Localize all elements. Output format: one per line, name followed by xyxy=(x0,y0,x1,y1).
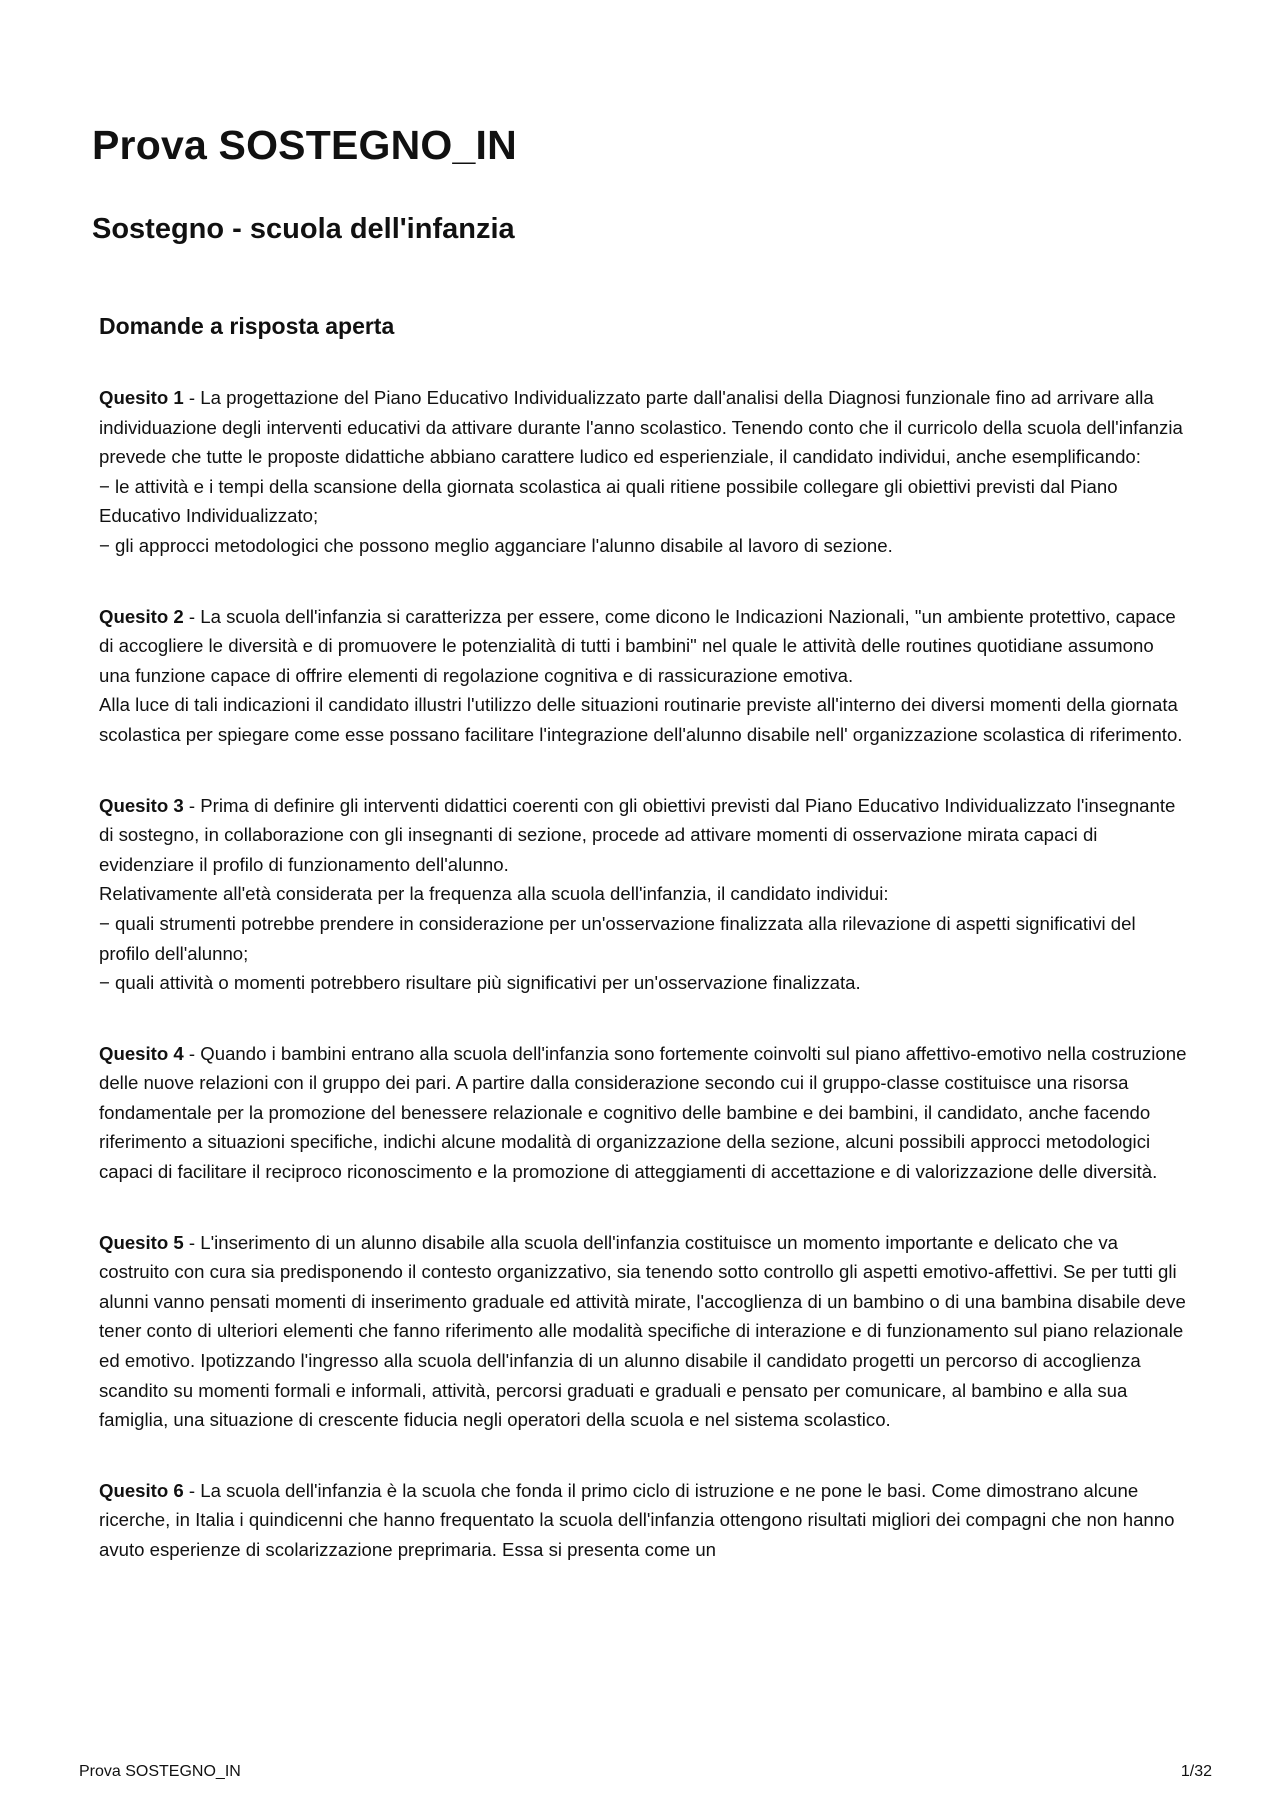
question-paragraph xyxy=(99,879,1189,909)
question-text: La scuola dell'infanzia si caratterizza per essere, come dicono le Indicazioni Nazionali, "un ambiente protettivo, capace di accogliere le diversità e di promuovere le potenzialità di tutti i bambini" nel quale le attività delle routines quotidiane assumono una funzione capace di offrire elementi di regolazione cognitiva e di rassicurazione emotiva. xyxy=(99,605,1176,686)
question-text: Alla luce di tali indicazioni il candidato illustri l'utilizzo delle situazioni routinarie previste all'interno dei diversi momenti della giornata scolastica per spiegare come esse possano facilitare l'integrazione dell'alunno disabile nell' organizzazione scolastica di riferimento. xyxy=(99,694,1183,745)
question-separator: - xyxy=(183,1479,201,1501)
question-paragraph xyxy=(99,383,1189,472)
question-paragraph xyxy=(99,791,1189,880)
question-text: La scuola dell'infanzia è la scuola che fonda il primo ciclo di istruzione e ne pone le basi. Come dimostrano alcune ricerche, in Italia i quindicenni che hanno frequentato la scuola dell'infanzia ottengono risultati migliori dei compagni che non hanno avuto esperienze di scolarizzazione preprimaria. Essa si presenta come un xyxy=(99,1479,1175,1560)
question-block xyxy=(99,1039,1189,1187)
question-text: La progettazione del Piano Educativo Individualizzato parte dall'analisi della Diagnosi funzionale fino ad arrivare alla individuazione degli interventi educativi da attivare durante l'anno scolastico. Tenendo conto che il curricolo della scuola dell'infanzia prevede che tutte le proposte didattiche abbiano carattere ludico ed esperienziale, il candidato individui, anche esemplificando: xyxy=(99,387,1183,468)
question-label: Quesito 1 xyxy=(99,387,184,408)
question-block xyxy=(99,791,1189,998)
question-paragraph xyxy=(99,968,1189,998)
question-block xyxy=(99,1228,1189,1435)
question-text: − quali strumenti potrebbe prendere in considerazione per un'osservazione finalizzata alla rilevazione di aspetti significativi del profilo dell'alunno; xyxy=(99,912,1136,964)
question-text: Prima di definire gli interventi didattici coerenti con gli obiettivi previsti dal Piano Educativo Individualizzato l'insegnante di sostegno, in collaborazione con gli insegnanti di sezione, procede ad attivare momenti di osservazione mirata capaci di evidenziare il profilo di funzionamento dell'alunno. xyxy=(99,794,1176,875)
question-label: Quesito 3 xyxy=(99,794,184,816)
page-number: 1/32 xyxy=(1180,1763,1212,1780)
question-paragraph xyxy=(99,472,1189,531)
document-subtitle: Sostegno - scuola dell'infanzia xyxy=(92,213,515,245)
question-text: − quali attività o momenti potrebbero risultare più significativi per un'osservazione finalizzata. xyxy=(99,972,861,994)
question-paragraph xyxy=(99,1039,1189,1187)
question-separator: - xyxy=(183,605,201,627)
question-paragraph xyxy=(99,1476,1189,1565)
question-block xyxy=(99,1476,1189,1565)
question-block xyxy=(99,383,1189,561)
question-text: Quando i bambini entrano alla scuola dell'infanzia sono fortemente coinvolti sul piano affettivo-emotivo nella costruzione delle nuove relazioni con il gruppo dei pari. A partire dalla considerazione secondo cui il gruppo-classe costituisce una risorsa fondamentale per la promozione del benessere relazionale e cognitivo delle bambine e dei bambini, il candidato, anche facendo riferimento a situazioni specifiche, indichi alcune modalità di organizzazione della sezione, alcuni possibili approcci metodologici capaci di facilitare il reciproco riconoscimento e la promozione di atteggiamenti di accettazione e di valorizzazione delle diversità. xyxy=(99,1042,1187,1183)
questions-list xyxy=(99,383,1189,1606)
question-block xyxy=(99,602,1189,750)
footer-title: Prova SOSTEGNO_IN xyxy=(79,1763,241,1780)
question-paragraph xyxy=(99,690,1189,749)
question-separator: - xyxy=(183,1042,201,1064)
question-separator: - xyxy=(183,387,201,408)
question-text: − gli approcci metodologici che possono meglio agganciare l'alunno disabile al lavoro di sezione. xyxy=(99,534,893,556)
question-separator: - xyxy=(183,1231,201,1253)
question-label: Quesito 4 xyxy=(99,1042,184,1064)
question-label: Quesito 2 xyxy=(99,605,184,627)
question-text: − le attività e i tempi della scansione della giornata scolastica ai quali ritiene possibile collegare gli obiettivi previsti dal Piano Educativo Individualizzato; xyxy=(99,475,1118,527)
question-text: Relativamente all'età considerata per la frequenza alla scuola dell'infanzia, il candidato individui: xyxy=(99,883,889,905)
question-separator: - xyxy=(183,794,201,816)
question-label: Quesito 6 xyxy=(99,1479,184,1501)
question-paragraph xyxy=(99,531,1189,561)
document-title: Prova SOSTEGNO_IN xyxy=(92,122,517,168)
section-heading: Domande a risposta aperta xyxy=(99,313,395,339)
question-paragraph xyxy=(99,602,1189,691)
question-text: L'inserimento di un alunno disabile alla scuola dell'infanzia costituisce un momento importante e delicato che va costruito con cura sia predisponendo il contesto organizzativo, sia tenendo sotto controllo gli aspetti emotivo-affettivi. Se per tutti gli alunni vanno pensati momenti di inserimento graduale ed attività mirate, l'accoglienza di un bambino o di una bambina disabile deve tener conto di ulteriori elementi che fanno riferimento alle modalità specifiche di interazione e di funzionamento sul piano relazionale ed emotivo. Ipotizzando l'ingresso alla scuola dell'infanzia di un alunno disabile il candidato progetti un percorso di accoglienza scandito su momenti formali e informali, attività, percorsi graduati e graduali e pensato per comunicare, al bambino e alla sua famiglia, una situazione di crescente fiducia negli operatori della scuola e nel sistema scolastico. xyxy=(99,1231,1186,1431)
question-label: Quesito 5 xyxy=(99,1231,184,1253)
question-paragraph xyxy=(99,1228,1189,1435)
question-paragraph xyxy=(99,909,1189,968)
